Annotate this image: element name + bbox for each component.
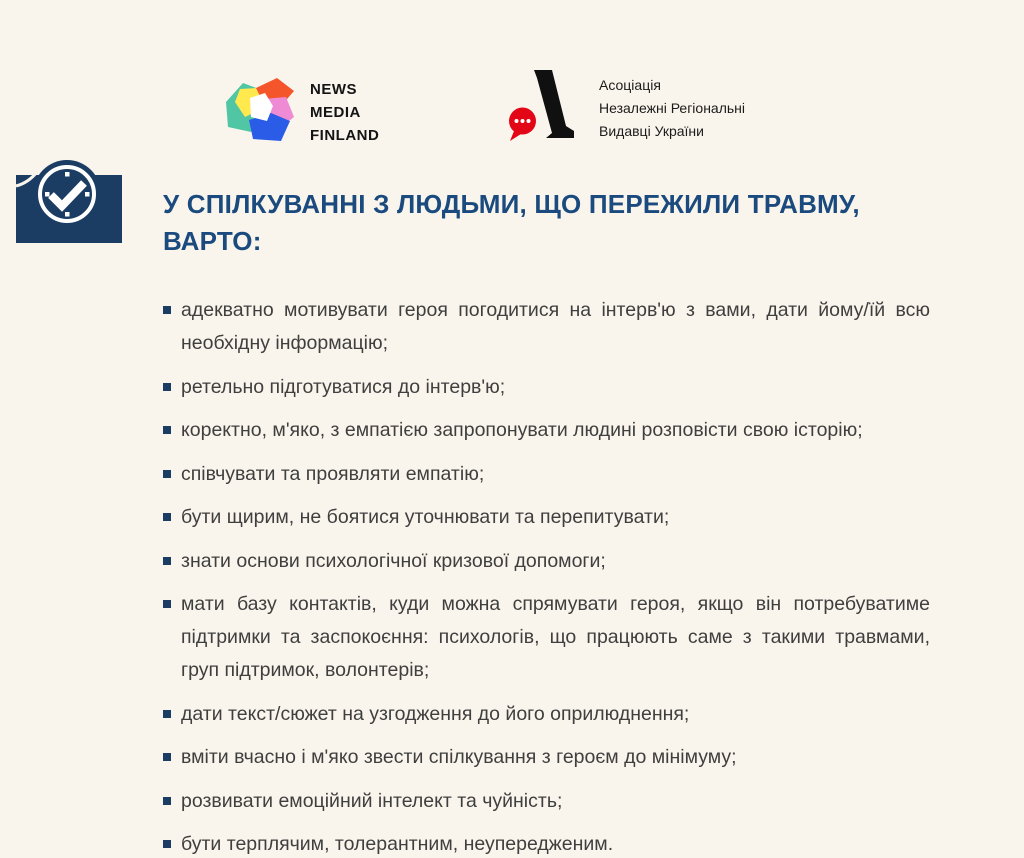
list-item: вміти вчасно і м'яко звести спілкування з героєм до мінімуму; [163,741,930,774]
nmf-word-line: MEDIA [310,103,361,121]
list-item: мати базу контактів, куди можна спрямувати героя, якщо він потребуватиме підтримки та заспокоєння: психологів, що працюють саме з такими травмами, груп підтримок, волонтерів; [163,588,930,687]
list-item: коректно, м'яко, з емпатією запропонувати людині розповісти свою історію; [163,414,930,447]
list-item: співчувати та проявляти емпатію; [163,458,930,491]
nmf-wordmark [310,78,379,147]
list-item: бути терплячим, толерантним, неупередженим. [163,828,930,858]
news-media-finland-logo [220,76,379,148]
nmf-word-line: NEWS [310,80,357,98]
airpu-word-line: Видавці України [599,123,704,139]
page-title-line-2: ВАРТО: [163,226,262,256]
nmf-word-line: FINLAND [310,126,380,144]
list-item: розвивати емоційний інтелект та чуйність; [163,785,930,818]
page-title-line-1: У СПІЛКУВАННІ З ЛЮДЬМИ, ЩО ПЕРЕЖИЛИ ТРАВМУ, [163,189,860,219]
list-item: адекватно мотивувати героя погодитися на інтерв'ю з вами, дати йому/їй всю необхідну інформацію; [163,294,930,360]
clock-check-icon [0,155,140,255]
airpu-logo [503,60,745,144]
list-item: дати текст/сюжет на узгодження до його оприлюднення; [163,698,930,731]
airpu-wordmark [599,74,745,143]
clock-check-badge [0,155,140,255]
airpu-word-line: Незалежні Регіональні [599,100,746,116]
airpu-word-line: Асоціація [599,77,661,93]
airpu-mark-icon [503,60,587,144]
list-item: ретельно підготуватися до інтерв'ю; [163,371,930,404]
page-title [163,186,943,260]
list-item: знати основи психологічної кризової допомоги; [163,545,930,578]
recommendations-list [163,294,930,858]
list-item: бути щирим, не боятися уточнювати та перепитувати; [163,501,930,534]
nmf-flower-icon [220,76,302,148]
